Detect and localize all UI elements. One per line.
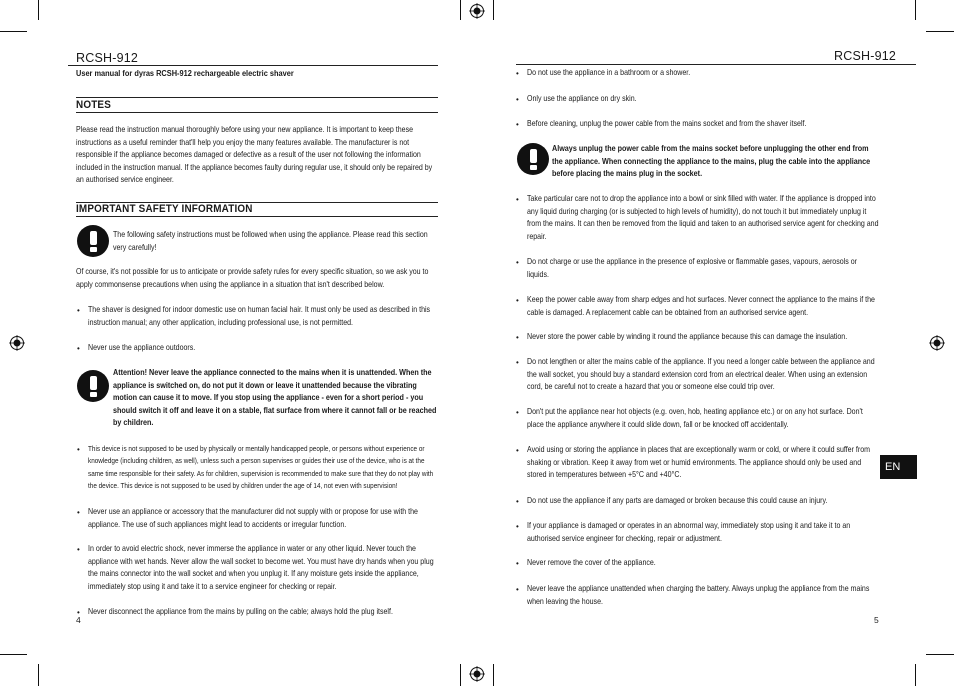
left-bullet-6: Never disconnect the appliance from the mains by pulling on the cable; always hold the plug itself. — [88, 607, 393, 616]
warning-icon — [77, 370, 109, 402]
manual-subtitle: User manual for dyras RCSH-912 rechargeable electric shaver — [76, 68, 294, 78]
notes-rule — [76, 97, 438, 98]
bullet-dot: • — [77, 608, 80, 617]
right-bullet-3: Before cleaning, unplug the power cable from the mains socket and from the shaver itself. — [527, 119, 807, 128]
safety-rule-bottom — [76, 216, 438, 217]
bullet-dot: • — [516, 69, 519, 78]
crop-mark — [926, 31, 954, 32]
header-rule-right — [516, 64, 916, 65]
bullet-dot: • — [516, 585, 519, 594]
bullet-dot: • — [516, 408, 519, 417]
crop-mark — [0, 31, 27, 32]
model-label-left: RCSH-912 — [76, 51, 139, 65]
unplug-warning: Always unplug the power cable from the mains socket before unplugging the other end from the appliance. When connecting the appliance to the mains, plug the cable into the appliance before placing the mains plug in the socket. — [552, 143, 871, 179]
crop-mark — [493, 664, 494, 686]
bullet-dot: • — [516, 120, 519, 129]
crop-mark — [915, 664, 916, 686]
safety-para: Of course, it's not possible for us to anticipate or provide safety rules for every specific situation, so we ask you to apply commonsense precautions when using the appliance in a situation that isn't described below. — [76, 267, 429, 289]
right-bullet-2: Only use the appliance on dry skin. — [527, 94, 637, 103]
right-bullet-7: Never store the power cable by winding it round the appliance because this can damage the insulation. — [527, 332, 848, 341]
crop-mark — [38, 664, 39, 686]
crop-mark — [460, 0, 461, 20]
bullet-dot: • — [516, 333, 519, 342]
right-bullet-8: Do not lengthen or alter the mains cable of the appliance. If you need a longer cable between the appliance and the wall socket, you should buy a standard extension cord from an electrical dealer. When using an extension cord, be careful not to create a hazard that you or someone else could trip over. — [527, 357, 875, 392]
bullet-dot: • — [77, 545, 80, 554]
crop-mark — [460, 664, 461, 686]
warning-icon — [77, 225, 109, 257]
right-bullet-9: Don't put the appliance near hot objects (e.g. oven, hob, heating appliance etc.) or on any hot surface. Don't place the appliance anywhere it could slide down, fall or be knocked off accidentally. — [527, 407, 863, 429]
safety-intro: The following safety instructions must be followed when using the appliance. Please read this section very carefully! — [113, 230, 428, 252]
header-rule-left — [68, 65, 438, 66]
safety-heading: IMPORTANT SAFETY INFORMATION — [76, 203, 253, 215]
bullet-dot: • — [516, 358, 519, 367]
bullet-dot: • — [516, 559, 519, 568]
right-bullet-11: Do not use the appliance if any parts are damaged or broken because this could cause an injury. — [527, 496, 828, 505]
language-tab: EN — [880, 455, 917, 479]
warning-icon — [517, 143, 549, 175]
page-number-right: 5 — [874, 615, 879, 625]
registration-mark-icon — [469, 666, 485, 682]
bullet-dot: • — [77, 508, 80, 517]
bullet-dot: • — [516, 446, 519, 455]
bullet-dot: • — [516, 522, 519, 531]
bullet-dot: • — [516, 95, 519, 104]
left-bullet-2: Never use the appliance outdoors. — [88, 343, 196, 352]
notes-rule-bottom — [76, 112, 438, 113]
bullet-dot: • — [77, 306, 80, 315]
model-label-right: RCSH-912 — [834, 49, 897, 63]
registration-mark-icon — [929, 335, 945, 351]
left-bullet-3: This device is not supposed to be used by physically or mentally handicapped people, or persons without experience or knowledge (including children, as well), unless such a person supervises or guides their use of the device, who is at the same time responsible for their safety. As for children, supervision is recommended to make sure that they do not play with the device. This device is not supposed to be used by children under the age of 14, not even with supervision! — [88, 444, 434, 490]
left-bullet-4: Never use an appliance or accessory that the manufacturer did not supply with or propose for use with the appliance. The use of such appliances might lead to accidents or irregular function. — [88, 507, 418, 529]
bullet-dot: • — [516, 258, 519, 267]
attention-text: Attention! Never leave the appliance connected to the mains when it is unattended. When the appliance is switched on, do not put it down or leave it unattended because the vibrating motion can cause it to move. If you stop using the appliance - even for a short period - you should switch it off and leave it on a stable, flat surface from where it cannot fall or be reached by children. — [113, 367, 437, 428]
crop-mark — [926, 654, 954, 655]
crop-mark — [493, 0, 494, 20]
left-bullet-1: The shaver is designed for indoor domestic use on human facial hair. It must only be used as described in this instruction manual; any other application, including professional use, is not permitted. — [88, 305, 431, 327]
right-bullet-4: Take particular care not to drop the appliance into a bowl or sink filled with water. If the appliance is dropped into any liquid during charging (or is subjected to high levels of humidity), do not touch it but immediately unplug it from the mains. It can then be removed from the liquid and taken to an authorised service agent for checking and repair. — [527, 194, 879, 241]
right-bullet-14: Never leave the appliance unattended when charging the battery. Always unplug the appliance from the mains when leaving the house. — [527, 584, 870, 606]
bullet-dot: • — [516, 497, 519, 506]
right-bullet-13: Never remove the cover of the appliance. — [527, 558, 656, 567]
right-bullet-12: If your appliance is damaged or operates in an abnormal way, immediately stop using it and take it to an authorised service engineer for checking, repair or adjustment. — [527, 521, 851, 543]
crop-mark — [0, 654, 27, 655]
page-number-left: 4 — [76, 615, 81, 625]
bullet-dot: • — [516, 195, 519, 204]
bullet-dot: • — [77, 344, 80, 353]
registration-mark-icon — [9, 335, 25, 351]
crop-mark — [915, 0, 916, 20]
right-bullet-10: Avoid using or storing the appliance in places that are exceptionally warm or cold, or where it could suffer from shaking or vibration. Keep it away from wet or humid environments. The appliance should only be used and stored in temperatures between +5°C and +40°C. — [527, 445, 870, 480]
right-bullet-5: Do not charge or use the appliance in the presence of explosive or flammable gases, vapours, aerosols or liquids. — [527, 257, 857, 279]
crop-mark — [38, 0, 39, 20]
right-bullet-1: Do not use the appliance in a bathroom or a shower. — [527, 68, 691, 77]
notes-heading: NOTES — [76, 99, 112, 111]
registration-mark-icon — [469, 3, 485, 19]
right-bullet-6: Keep the power cable away from sharp edges and hot surfaces. Never connect the appliance to the mains if the cable is damaged. A replacement cable can be obtained from an authorised service agent. — [527, 295, 875, 317]
bullet-dot: • — [77, 445, 80, 454]
bullet-dot: • — [516, 296, 519, 305]
left-bullet-5: In order to avoid electric shock, never immerse the appliance in water or any other liquid. Never touch the appliance with wet hands. Never allow the wall socket to become wet. You must have dry hands when you plug the mains connector into the wall socket and when you unplug it. If any moisture gets inside the appliance, immediately stop using it and take it to a service engineer for checking or repair. — [88, 544, 434, 591]
notes-text: Please read the instruction manual thoroughly before using your new appliance. It is important to keep these instructions as a useful reminder that'll help you enjoy the many features available. The manufacturer is not responsible if the appliance becomes damaged or defective as a result of the user not following the information included in the instruction manual. If the appliance becomes faulty during regular use, it should only be repaired by an authorised service engineer. — [76, 125, 433, 185]
